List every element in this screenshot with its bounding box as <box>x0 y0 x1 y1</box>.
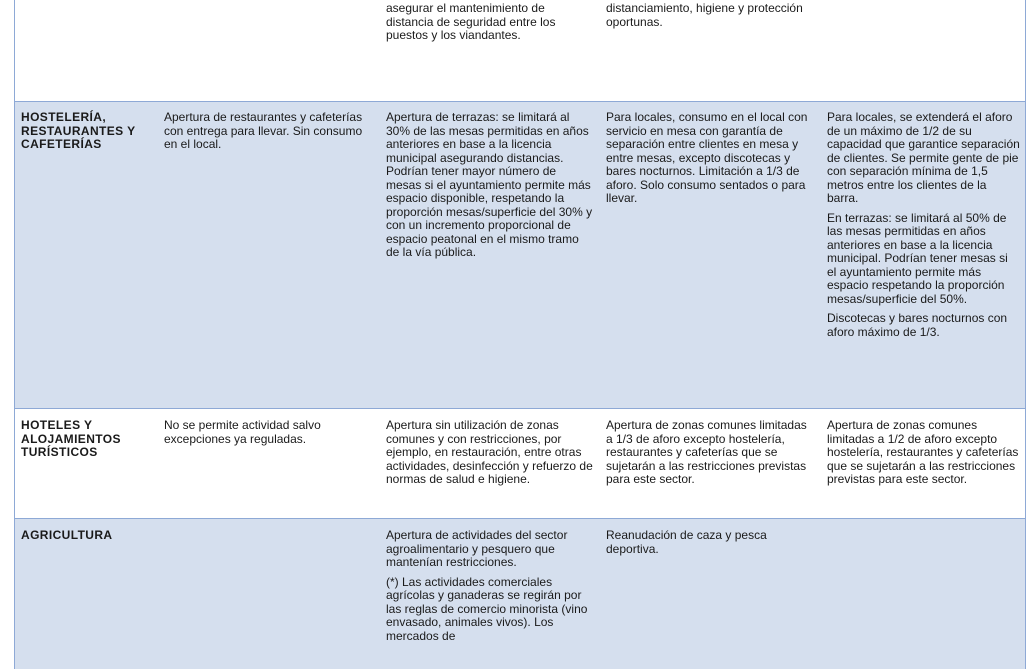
row-divider <box>14 518 1026 519</box>
cell-phase2 <box>606 529 801 562</box>
cell-text: Apertura de zonas comunes limitadas a 1/3 de aforo excepto hostelería, restaurantes y cafeterías que se sujetarán a las restricciones previstas para este sector. <box>606 418 807 486</box>
cell-text: Para locales, se extenderá el aforo de un máximo de 1/2 de su capacidad que garantice separación de clientes. Se permite gente de pie con separación mínima de 1,5 metros entre los clientes de la barra. <box>827 110 1020 205</box>
category-text: HOSTELERÍA, RESTAURANTES Y CAFETERÍAS <box>21 110 136 151</box>
table-row <box>14 519 1026 669</box>
category-text: AGRICULTURA <box>21 528 113 542</box>
cell-text: Discotecas y bares nocturnos con aforo máximo de 1/3. <box>827 311 1008 339</box>
table-row <box>14 0 1026 101</box>
cell-phase2 <box>606 2 806 35</box>
cell-text: distanciamiento, higiene y protección oportunas. <box>606 1 803 29</box>
row-divider <box>14 101 1026 102</box>
category-label <box>21 111 151 158</box>
cell-phase1 <box>386 529 591 649</box>
cell-text: Apertura de actividades del sector agroalimentario y pesquero que mantenían restricciones. <box>386 528 568 569</box>
category-label <box>21 419 141 466</box>
cell-text: (*) Las actividades comerciales agrícolas y ganaderas se regirán por las reglas de comercio minorista (vino envasado, animales vivos). Los mercados de <box>386 574 588 643</box>
cell-phase1 <box>386 111 593 266</box>
cell-text: Para locales, consumo en el local con servicio en mesa con garantía de separación entre clientes en mesa y entre mesas, excepto discotecas y bares nocturnos. Limitación a 1/3 de aforo. Solo consumo sentados o para llevar. <box>606 110 808 205</box>
cell-text: Apertura de terrazas: se limitará al 30% de las mesas permitidas en años anteriores en base a la licencia municipal asegurando distancias. Podrían tener mayor número de mesas si el ayuntamiento permite más espacio disponible, respetando la proporción mesas/superficie del 30% y con un incremento proporcional de espacio peatonal en el mismo tramo de la vía pública. <box>386 110 593 259</box>
cell-text: Reanudación de caza y pesca deportiva. <box>606 528 767 556</box>
category-text: HOTELES Y ALOJAMIENTOS TURÍSTICOS <box>21 418 121 459</box>
row-divider <box>14 408 1026 409</box>
cell-phase2 <box>606 111 811 212</box>
cell-text: No se permite actividad salvo excepciones ya reguladas. <box>164 418 321 446</box>
table-row <box>14 101 1026 409</box>
cell-phase1 <box>386 419 593 493</box>
table-row <box>14 409 1026 519</box>
cell-phase0 <box>164 111 374 158</box>
cell-phase0 <box>164 419 354 452</box>
cell-text: En terrazas: se limitará al 50% de las mesas permitidas en años anteriores en base a la licencia municipal. Podrían tener mesas si el ayuntamiento permite más espacio respetando la proporción mesas/superficie del 50%. <box>827 210 1008 306</box>
cell-text: Apertura de zonas comunes limitadas a 1/2 de aforo excepto hostelería, restaurantes y cafeterías que se sujetarán a las restricciones previstas para este sector. <box>827 418 1019 486</box>
cell-phase3 <box>827 111 1020 345</box>
category-label <box>21 529 151 549</box>
cell-text: Apertura de restaurantes y cafeterías con entrega para llevar. Sin consumo en el local. <box>164 110 363 151</box>
cell-text: asegurar el mantenimiento de distancia de seguridad entre los puestos y los viandantes. <box>386 1 556 42</box>
cell-phase3 <box>827 419 1020 493</box>
cell-phase2 <box>606 419 811 493</box>
cell-phase1 <box>386 2 591 49</box>
cell-text: Apertura sin utilización de zonas comunes y con restricciones, por ejemplo, en restauración, entre otras actividades, desinfección y refuerzo de normas de salud e higiene. <box>386 418 593 486</box>
